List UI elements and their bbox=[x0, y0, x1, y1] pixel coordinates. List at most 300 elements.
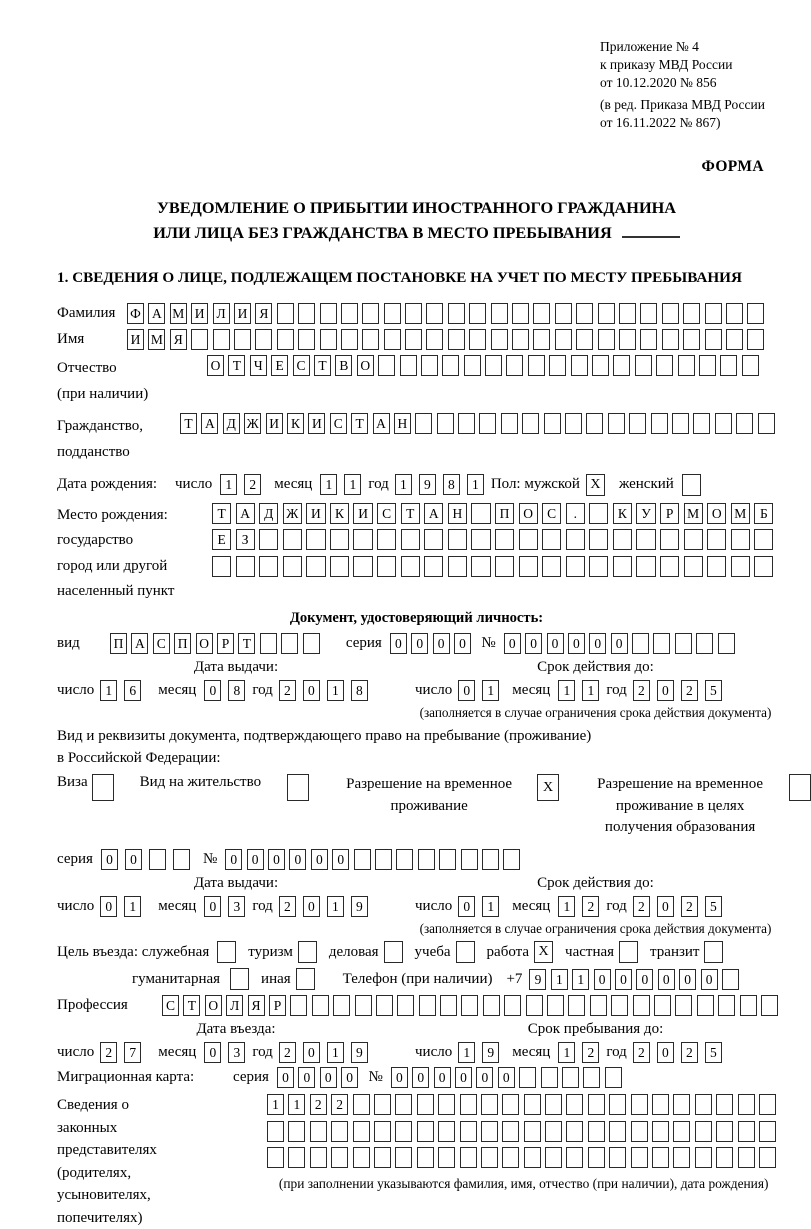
char-cell[interactable]: 1 bbox=[288, 1094, 305, 1115]
char-cell[interactable] bbox=[331, 1121, 348, 1142]
char-cell[interactable] bbox=[716, 1121, 733, 1142]
char-cell[interactable] bbox=[491, 329, 508, 350]
char-cell[interactable]: 2 bbox=[279, 680, 296, 701]
char-cell[interactable]: Н bbox=[448, 503, 467, 524]
char-cell[interactable] bbox=[506, 355, 523, 376]
char-cell[interactable] bbox=[277, 329, 294, 350]
purpose-service-checkbox[interactable] bbox=[217, 941, 236, 963]
char-cell[interactable]: 0 bbox=[476, 1067, 493, 1088]
char-cell[interactable] bbox=[353, 556, 372, 577]
char-cell[interactable] bbox=[589, 529, 608, 550]
char-cell[interactable] bbox=[438, 1094, 455, 1115]
char-cell[interactable]: 0 bbox=[101, 849, 118, 870]
char-cell[interactable] bbox=[678, 355, 695, 376]
male-checkbox[interactable]: X bbox=[586, 474, 605, 496]
char-cell[interactable] bbox=[259, 556, 278, 577]
char-cell[interactable] bbox=[590, 995, 607, 1016]
char-cell[interactable]: 0 bbox=[341, 1067, 358, 1088]
char-cell[interactable]: К bbox=[287, 413, 304, 434]
char-cell[interactable] bbox=[526, 995, 543, 1016]
char-cell[interactable] bbox=[524, 1147, 541, 1168]
char-cell[interactable]: 0 bbox=[679, 969, 696, 990]
char-cell[interactable] bbox=[611, 995, 628, 1016]
char-cell[interactable]: 2 bbox=[279, 1042, 296, 1063]
char-cell[interactable]: 0 bbox=[411, 633, 428, 654]
char-cell[interactable] bbox=[592, 355, 609, 376]
char-cell[interactable] bbox=[479, 413, 496, 434]
char-cell[interactable] bbox=[651, 413, 668, 434]
char-cell[interactable] bbox=[283, 556, 302, 577]
char-cell[interactable] bbox=[504, 995, 521, 1016]
char-cell[interactable]: 0 bbox=[268, 849, 285, 870]
char-cell[interactable] bbox=[629, 413, 646, 434]
char-cell[interactable]: 0 bbox=[434, 1067, 451, 1088]
char-cell[interactable]: 0 bbox=[320, 1067, 337, 1088]
char-cell[interactable]: М bbox=[731, 503, 750, 524]
char-cell[interactable] bbox=[333, 995, 350, 1016]
char-cell[interactable] bbox=[330, 556, 349, 577]
char-cell[interactable] bbox=[426, 329, 443, 350]
char-cell[interactable]: 0 bbox=[332, 849, 349, 870]
char-cell[interactable] bbox=[547, 995, 564, 1016]
char-cell[interactable] bbox=[631, 1121, 648, 1142]
char-cell[interactable] bbox=[576, 303, 593, 324]
char-cell[interactable]: 2 bbox=[279, 896, 296, 917]
char-cell[interactable] bbox=[683, 329, 700, 350]
char-cell[interactable] bbox=[417, 1121, 434, 1142]
char-cell[interactable]: О bbox=[207, 355, 224, 376]
char-cell[interactable] bbox=[632, 633, 649, 654]
char-cell[interactable]: 2 bbox=[310, 1094, 327, 1115]
char-cell[interactable] bbox=[353, 529, 372, 550]
char-cell[interactable]: 0 bbox=[498, 1067, 515, 1088]
char-cell[interactable]: 1 bbox=[558, 896, 575, 917]
female-checkbox[interactable] bbox=[682, 474, 701, 496]
char-cell[interactable] bbox=[353, 1147, 370, 1168]
char-cell[interactable] bbox=[613, 556, 632, 577]
char-cell[interactable]: 5 bbox=[705, 1042, 722, 1063]
char-cell[interactable] bbox=[675, 633, 692, 654]
char-cell[interactable]: Т bbox=[228, 355, 245, 376]
char-cell[interactable] bbox=[609, 1094, 626, 1115]
char-cell[interactable] bbox=[662, 329, 679, 350]
char-cell[interactable] bbox=[566, 1147, 583, 1168]
char-cell[interactable] bbox=[469, 329, 486, 350]
char-cell[interactable]: 2 bbox=[633, 1042, 650, 1063]
char-cell[interactable] bbox=[705, 329, 722, 350]
char-cell[interactable] bbox=[267, 1121, 284, 1142]
char-cell[interactable]: 5 bbox=[705, 896, 722, 917]
char-cell[interactable]: 0 bbox=[701, 969, 718, 990]
char-cell[interactable] bbox=[405, 303, 422, 324]
char-cell[interactable]: 0 bbox=[636, 969, 653, 990]
char-cell[interactable]: 1 bbox=[320, 474, 337, 495]
char-cell[interactable] bbox=[586, 413, 603, 434]
char-cell[interactable] bbox=[542, 556, 561, 577]
char-cell[interactable] bbox=[693, 413, 710, 434]
char-cell[interactable] bbox=[653, 633, 670, 654]
char-cell[interactable] bbox=[281, 633, 298, 654]
char-cell[interactable] bbox=[747, 303, 764, 324]
char-cell[interactable] bbox=[731, 556, 750, 577]
char-cell[interactable]: 0 bbox=[525, 633, 542, 654]
char-cell[interactable]: 0 bbox=[458, 680, 475, 701]
char-cell[interactable] bbox=[426, 303, 443, 324]
char-cell[interactable] bbox=[424, 529, 443, 550]
char-cell[interactable] bbox=[738, 1094, 755, 1115]
residence-permit-checkbox[interactable] bbox=[287, 774, 309, 801]
char-cell[interactable] bbox=[255, 329, 272, 350]
char-cell[interactable] bbox=[608, 413, 625, 434]
char-cell[interactable] bbox=[461, 849, 478, 870]
char-cell[interactable] bbox=[437, 413, 454, 434]
char-cell[interactable] bbox=[675, 995, 692, 1016]
char-cell[interactable] bbox=[290, 995, 307, 1016]
char-cell[interactable] bbox=[440, 995, 457, 1016]
char-cell[interactable]: Т bbox=[183, 995, 200, 1016]
char-cell[interactable]: 0 bbox=[204, 896, 221, 917]
char-cell[interactable] bbox=[555, 303, 572, 324]
char-cell[interactable]: 8 bbox=[228, 680, 245, 701]
char-cell[interactable] bbox=[442, 355, 459, 376]
char-cell[interactable] bbox=[635, 355, 652, 376]
char-cell[interactable] bbox=[533, 329, 550, 350]
char-cell[interactable] bbox=[419, 995, 436, 1016]
char-cell[interactable]: И bbox=[353, 503, 372, 524]
purpose-humanitarian-checkbox[interactable] bbox=[230, 968, 249, 990]
char-cell[interactable]: П bbox=[174, 633, 191, 654]
char-cell[interactable] bbox=[439, 849, 456, 870]
char-cell[interactable] bbox=[234, 329, 251, 350]
char-cell[interactable]: 1 bbox=[482, 896, 499, 917]
char-cell[interactable] bbox=[377, 556, 396, 577]
char-cell[interactable] bbox=[609, 1147, 626, 1168]
char-cell[interactable] bbox=[495, 556, 514, 577]
char-cell[interactable]: 0 bbox=[547, 633, 564, 654]
char-cell[interactable] bbox=[417, 1147, 434, 1168]
char-cell[interactable] bbox=[149, 849, 166, 870]
char-cell[interactable] bbox=[482, 849, 499, 870]
char-cell[interactable]: 0 bbox=[657, 1042, 674, 1063]
char-cell[interactable]: 8 bbox=[351, 680, 368, 701]
char-cell[interactable]: У bbox=[636, 503, 655, 524]
char-cell[interactable] bbox=[519, 1067, 536, 1088]
char-cell[interactable]: 0 bbox=[100, 896, 117, 917]
char-cell[interactable]: 2 bbox=[582, 896, 599, 917]
purpose-transit-checkbox[interactable] bbox=[704, 941, 723, 963]
char-cell[interactable]: 9 bbox=[482, 1042, 499, 1063]
char-cell[interactable] bbox=[720, 355, 737, 376]
char-cell[interactable]: Я bbox=[170, 329, 187, 350]
char-cell[interactable] bbox=[695, 1121, 712, 1142]
char-cell[interactable]: 0 bbox=[568, 633, 585, 654]
char-cell[interactable] bbox=[397, 995, 414, 1016]
char-cell[interactable] bbox=[362, 303, 379, 324]
char-cell[interactable] bbox=[761, 995, 778, 1016]
char-cell[interactable] bbox=[684, 556, 703, 577]
char-cell[interactable] bbox=[718, 633, 735, 654]
char-cell[interactable] bbox=[636, 529, 655, 550]
char-cell[interactable] bbox=[277, 303, 294, 324]
char-cell[interactable] bbox=[405, 329, 422, 350]
char-cell[interactable]: 1 bbox=[551, 969, 568, 990]
char-cell[interactable] bbox=[438, 1147, 455, 1168]
char-cell[interactable]: 0 bbox=[298, 1067, 315, 1088]
char-cell[interactable]: С bbox=[293, 355, 310, 376]
char-cell[interactable] bbox=[524, 1094, 541, 1115]
char-cell[interactable]: 0 bbox=[225, 849, 242, 870]
char-cell[interactable] bbox=[656, 355, 673, 376]
char-cell[interactable]: 1 bbox=[558, 1042, 575, 1063]
char-cell[interactable] bbox=[636, 556, 655, 577]
char-cell[interactable] bbox=[589, 556, 608, 577]
char-cell[interactable] bbox=[491, 303, 508, 324]
char-cell[interactable]: 0 bbox=[589, 633, 606, 654]
char-cell[interactable] bbox=[754, 556, 773, 577]
char-cell[interactable] bbox=[571, 355, 588, 376]
char-cell[interactable] bbox=[212, 556, 231, 577]
purpose-private-checkbox[interactable] bbox=[619, 941, 638, 963]
char-cell[interactable] bbox=[374, 1121, 391, 1142]
char-cell[interactable]: Е bbox=[212, 529, 231, 550]
char-cell[interactable]: Т bbox=[238, 633, 255, 654]
char-cell[interactable] bbox=[374, 1094, 391, 1115]
char-cell[interactable]: . bbox=[566, 503, 585, 524]
char-cell[interactable] bbox=[438, 1121, 455, 1142]
char-cell[interactable] bbox=[631, 1147, 648, 1168]
char-cell[interactable]: 5 bbox=[705, 680, 722, 701]
char-cell[interactable] bbox=[376, 995, 393, 1016]
char-cell[interactable] bbox=[652, 1121, 669, 1142]
char-cell[interactable] bbox=[528, 355, 545, 376]
char-cell[interactable]: К bbox=[613, 503, 632, 524]
purpose-tourism-checkbox[interactable] bbox=[298, 941, 317, 963]
char-cell[interactable] bbox=[401, 529, 420, 550]
char-cell[interactable]: Ж bbox=[283, 503, 302, 524]
char-cell[interactable] bbox=[726, 329, 743, 350]
char-cell[interactable]: А bbox=[424, 503, 443, 524]
char-cell[interactable] bbox=[378, 355, 395, 376]
char-cell[interactable] bbox=[740, 995, 757, 1016]
char-cell[interactable] bbox=[609, 1121, 626, 1142]
char-cell[interactable]: 0 bbox=[390, 633, 407, 654]
char-cell[interactable] bbox=[568, 995, 585, 1016]
char-cell[interactable] bbox=[458, 413, 475, 434]
char-cell[interactable]: Р bbox=[217, 633, 234, 654]
char-cell[interactable] bbox=[483, 995, 500, 1016]
char-cell[interactable]: А bbox=[236, 503, 255, 524]
char-cell[interactable] bbox=[503, 849, 520, 870]
char-cell[interactable] bbox=[545, 1147, 562, 1168]
char-cell[interactable] bbox=[471, 503, 490, 524]
char-cell[interactable] bbox=[213, 329, 230, 350]
char-cell[interactable]: 0 bbox=[504, 633, 521, 654]
char-cell[interactable] bbox=[460, 1147, 477, 1168]
char-cell[interactable] bbox=[485, 355, 502, 376]
char-cell[interactable]: 0 bbox=[289, 849, 306, 870]
char-cell[interactable] bbox=[654, 995, 671, 1016]
char-cell[interactable]: 1 bbox=[558, 680, 575, 701]
char-cell[interactable] bbox=[384, 303, 401, 324]
char-cell[interactable] bbox=[683, 303, 700, 324]
char-cell[interactable] bbox=[697, 995, 714, 1016]
char-cell[interactable]: 1 bbox=[124, 896, 141, 917]
char-cell[interactable] bbox=[501, 413, 518, 434]
char-cell[interactable] bbox=[512, 303, 529, 324]
char-cell[interactable]: С bbox=[162, 995, 179, 1016]
char-cell[interactable] bbox=[684, 529, 703, 550]
char-cell[interactable]: 2 bbox=[681, 896, 698, 917]
char-cell[interactable] bbox=[448, 303, 465, 324]
char-cell[interactable] bbox=[331, 1147, 348, 1168]
char-cell[interactable] bbox=[524, 1121, 541, 1142]
char-cell[interactable]: И bbox=[306, 503, 325, 524]
char-cell[interactable]: 1 bbox=[327, 680, 344, 701]
char-cell[interactable]: О bbox=[519, 503, 538, 524]
char-cell[interactable] bbox=[469, 303, 486, 324]
char-cell[interactable]: 3 bbox=[228, 896, 245, 917]
char-cell[interactable] bbox=[502, 1094, 519, 1115]
char-cell[interactable] bbox=[566, 556, 585, 577]
char-cell[interactable] bbox=[400, 355, 417, 376]
char-cell[interactable]: 3 bbox=[228, 1042, 245, 1063]
char-cell[interactable] bbox=[707, 529, 726, 550]
char-cell[interactable] bbox=[759, 1094, 776, 1115]
char-cell[interactable] bbox=[362, 329, 379, 350]
char-cell[interactable] bbox=[448, 529, 467, 550]
char-cell[interactable] bbox=[355, 995, 372, 1016]
temp-residence-checkbox[interactable]: X bbox=[537, 774, 559, 801]
char-cell[interactable] bbox=[705, 303, 722, 324]
char-cell[interactable] bbox=[598, 329, 615, 350]
char-cell[interactable]: З bbox=[236, 529, 255, 550]
char-cell[interactable]: И bbox=[308, 413, 325, 434]
char-cell[interactable] bbox=[173, 849, 190, 870]
char-cell[interactable]: 2 bbox=[633, 680, 650, 701]
char-cell[interactable] bbox=[320, 303, 337, 324]
char-cell[interactable] bbox=[522, 413, 539, 434]
visa-checkbox[interactable] bbox=[92, 774, 114, 801]
char-cell[interactable]: 0 bbox=[433, 633, 450, 654]
char-cell[interactable] bbox=[613, 529, 632, 550]
char-cell[interactable] bbox=[640, 329, 657, 350]
char-cell[interactable] bbox=[588, 1147, 605, 1168]
char-cell[interactable] bbox=[341, 329, 358, 350]
char-cell[interactable] bbox=[660, 556, 679, 577]
char-cell[interactable]: О bbox=[196, 633, 213, 654]
char-cell[interactable] bbox=[481, 1121, 498, 1142]
char-cell[interactable] bbox=[353, 1094, 370, 1115]
char-cell[interactable]: 7 bbox=[124, 1042, 141, 1063]
char-cell[interactable]: Я bbox=[255, 303, 272, 324]
char-cell[interactable] bbox=[448, 556, 467, 577]
char-cell[interactable]: 0 bbox=[594, 969, 611, 990]
char-cell[interactable] bbox=[353, 1121, 370, 1142]
char-cell[interactable]: 9 bbox=[351, 1042, 368, 1063]
char-cell[interactable]: 0 bbox=[458, 896, 475, 917]
char-cell[interactable] bbox=[481, 1094, 498, 1115]
char-cell[interactable] bbox=[481, 1147, 498, 1168]
char-cell[interactable] bbox=[742, 355, 759, 376]
char-cell[interactable] bbox=[631, 1094, 648, 1115]
char-cell[interactable]: 0 bbox=[391, 1067, 408, 1088]
char-cell[interactable] bbox=[502, 1121, 519, 1142]
char-cell[interactable]: Т bbox=[351, 413, 368, 434]
char-cell[interactable] bbox=[448, 329, 465, 350]
char-cell[interactable] bbox=[310, 1147, 327, 1168]
char-cell[interactable] bbox=[464, 355, 481, 376]
char-cell[interactable] bbox=[310, 1121, 327, 1142]
purpose-business-checkbox[interactable] bbox=[384, 941, 403, 963]
char-cell[interactable] bbox=[716, 1094, 733, 1115]
char-cell[interactable]: С bbox=[330, 413, 347, 434]
char-cell[interactable]: 0 bbox=[615, 969, 632, 990]
char-cell[interactable] bbox=[461, 995, 478, 1016]
char-cell[interactable]: 0 bbox=[658, 969, 675, 990]
char-cell[interactable] bbox=[672, 413, 689, 434]
char-cell[interactable] bbox=[298, 329, 315, 350]
char-cell[interactable] bbox=[542, 529, 561, 550]
char-cell[interactable] bbox=[716, 1147, 733, 1168]
char-cell[interactable]: 1 bbox=[220, 474, 237, 495]
char-cell[interactable]: Ж bbox=[244, 413, 261, 434]
char-cell[interactable] bbox=[545, 1094, 562, 1115]
char-cell[interactable] bbox=[471, 556, 490, 577]
char-cell[interactable]: Л bbox=[226, 995, 243, 1016]
char-cell[interactable] bbox=[401, 556, 420, 577]
char-cell[interactable]: 0 bbox=[454, 633, 471, 654]
char-cell[interactable] bbox=[695, 1147, 712, 1168]
char-cell[interactable] bbox=[555, 329, 572, 350]
char-cell[interactable] bbox=[695, 1094, 712, 1115]
char-cell[interactable] bbox=[562, 1067, 579, 1088]
char-cell[interactable]: Д bbox=[223, 413, 240, 434]
char-cell[interactable]: О bbox=[707, 503, 726, 524]
char-cell[interactable] bbox=[660, 529, 679, 550]
char-cell[interactable] bbox=[652, 1094, 669, 1115]
char-cell[interactable] bbox=[738, 1147, 755, 1168]
char-cell[interactable] bbox=[738, 1121, 755, 1142]
char-cell[interactable] bbox=[699, 355, 716, 376]
char-cell[interactable]: 1 bbox=[582, 680, 599, 701]
char-cell[interactable] bbox=[566, 529, 585, 550]
char-cell[interactable] bbox=[736, 413, 753, 434]
char-cell[interactable]: 0 bbox=[657, 680, 674, 701]
char-cell[interactable]: 0 bbox=[277, 1067, 294, 1088]
char-cell[interactable] bbox=[652, 1147, 669, 1168]
char-cell[interactable]: 0 bbox=[303, 896, 320, 917]
char-cell[interactable]: Д bbox=[259, 503, 278, 524]
char-cell[interactable]: Р bbox=[660, 503, 679, 524]
char-cell[interactable] bbox=[673, 1121, 690, 1142]
char-cell[interactable]: 2 bbox=[681, 680, 698, 701]
char-cell[interactable]: Ф bbox=[127, 303, 144, 324]
char-cell[interactable]: 8 bbox=[443, 474, 460, 495]
char-cell[interactable] bbox=[640, 303, 657, 324]
char-cell[interactable]: 9 bbox=[529, 969, 546, 990]
purpose-study-checkbox[interactable] bbox=[456, 941, 475, 963]
char-cell[interactable] bbox=[259, 529, 278, 550]
char-cell[interactable]: В bbox=[335, 355, 352, 376]
char-cell[interactable] bbox=[619, 329, 636, 350]
char-cell[interactable]: С bbox=[542, 503, 561, 524]
char-cell[interactable]: 0 bbox=[204, 680, 221, 701]
char-cell[interactable] bbox=[619, 303, 636, 324]
char-cell[interactable]: Б bbox=[754, 503, 773, 524]
char-cell[interactable] bbox=[288, 1121, 305, 1142]
char-cell[interactable] bbox=[377, 529, 396, 550]
char-cell[interactable]: И bbox=[191, 303, 208, 324]
